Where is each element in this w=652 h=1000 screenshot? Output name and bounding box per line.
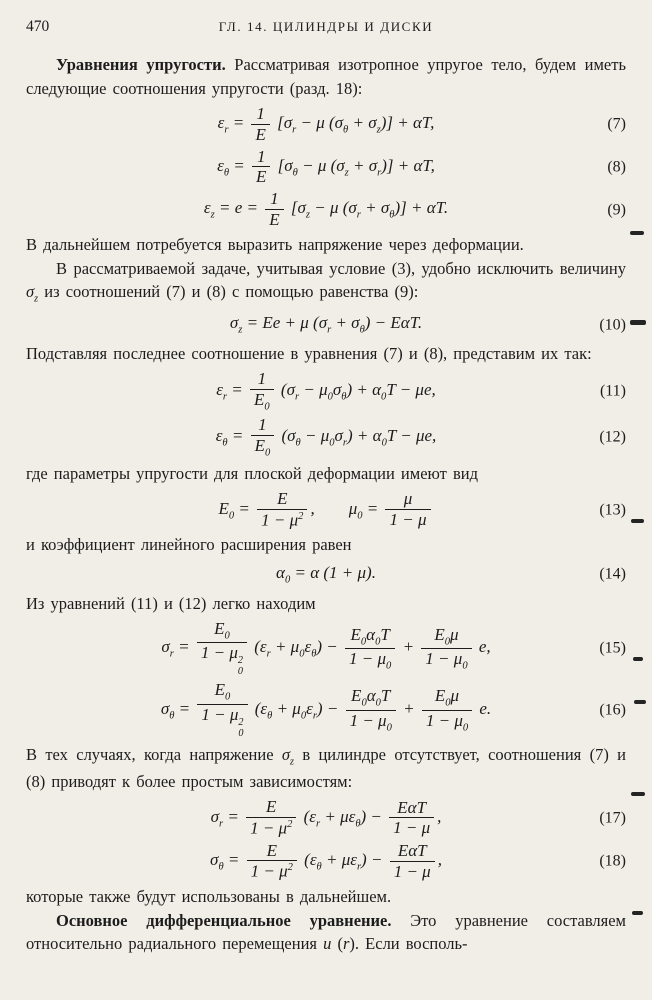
equation-body: $E_0$ = $\frac{E}{1 - \mu^2}$ , $\mu_0$ = $\frac{\mu}{1 - \mu}$	[219, 499, 434, 518]
fraction: $\frac{E_0\mu}{1 - \mu_0}$	[422, 687, 472, 733]
paragraph: Уравнения упругости. Рассматривая изотропное упругое тело, будем иметь следующие соотношения упругости (разд. 18):	[26, 55, 626, 99]
equation-number: (9)	[607, 201, 626, 219]
equation-number: (7)	[607, 115, 626, 133]
equation	[26, 681, 626, 739]
equation	[26, 620, 626, 678]
equation-body: $\sigma_r$ = $E_0$ 1 − μ 2 0 $(\varepsilon_r + \mu_0\varepsilon_\theta)$ − $\frac{E_0\alpha_0T}{1 - \mu_0}$ + $\frac{E_0\mu}{1 - \mu_0}$ e,	[161, 618, 491, 677]
scan-artifact	[631, 519, 644, 523]
fraction: $\frac{E}{1 - \mu^2}$	[246, 798, 296, 837]
fraction: $\frac{E}{1 - \mu^2}$	[247, 842, 297, 881]
equation	[26, 842, 626, 881]
equation-body: $\varepsilon_r$ = $\frac{1}{E_0}$ $(\sigma_r - \mu_0\sigma_\theta) + \alpha_0T - \mu e$,	[216, 368, 436, 412]
equation-number: (13)	[599, 501, 626, 519]
fraction: $\frac{1}{E_0}$	[250, 370, 274, 412]
equation-number: (17)	[599, 809, 626, 827]
equation	[26, 311, 626, 338]
paragraph: Подставляя последнее соотношение в уравнения (7) и (8), представим их так:	[26, 343, 592, 363]
fraction: $E_0$ 1 − μ 2 0	[197, 681, 247, 739]
scan-artifact	[631, 792, 645, 796]
equation-body: $\sigma_\theta$ = $E_0$ 1 − μ 2 0 $(\varepsilon_\theta + \mu_0\varepsilon_r)$ − $\frac{E_0\alpha_0T}{1 - \mu_0}$ + $\frac{E_0\mu}{1 - \mu_0}$ e.	[160, 680, 492, 739]
page-header	[26, 16, 626, 38]
paragraph: где параметры упругости для плоской деформации имеют вид	[26, 464, 478, 484]
fraction: $\frac{\mu}{1 - \mu}$	[385, 490, 430, 529]
equation	[26, 190, 626, 229]
equation-body: $\varepsilon_z = e$ = $\frac{1}{E}$ [$\sigma_z - \mu$ $(\sigma_r + \sigma_\theta)] + \alpha T$.	[203, 189, 449, 230]
scan-artifact	[634, 700, 646, 704]
fraction: $E_0$ 1 − μ 2 0	[197, 620, 247, 678]
fraction: $\frac{1}{E}$	[252, 148, 270, 187]
scan-artifact	[632, 911, 643, 915]
fraction: $\frac{E_0\alpha_0T}{1 - \mu_0}$	[345, 626, 395, 672]
equation-number: (14)	[599, 565, 626, 583]
fraction: $\frac{\text{EαT}}{1 - \mu}$	[389, 799, 434, 838]
equation-body: $\varepsilon_r$ = $\frac{1}{E}$ [$\sigma_r - \mu$ $(\sigma_\theta + \sigma_z)] + \alpha T$,	[217, 103, 435, 144]
page-content	[26, 53, 626, 956]
equation	[26, 490, 626, 529]
fraction: $\frac{E_0\mu}{1 - \mu_0}$	[421, 626, 471, 672]
paragraph: В тех случаях, когда напряжение $\sigma_z$ в цилиндре отсутствует, соотношения (7) и (8) приводят к более простым зависимостям:	[26, 745, 627, 792]
fraction: $\frac{1}{E}$	[251, 105, 269, 144]
equation	[26, 148, 626, 187]
paragraph: которые также будут использованы в дальнейшем.	[26, 886, 392, 906]
equation-number: (10)	[599, 316, 626, 334]
equation-number: (8)	[607, 158, 626, 176]
equation-body: $\sigma_z = Ee + \mu$ $(\sigma_r + \sigma_\theta) - E\alpha T$.	[229, 313, 423, 336]
equation	[26, 416, 626, 458]
equation-body: $\sigma_\theta$ = $\frac{E}{1 - \mu^2}$ $(\varepsilon_\theta + \mu\varepsilon_r)$ − $\frac{\text{EαT}}{1 - \mu}$ ,	[210, 840, 442, 882]
equation-body: $\varepsilon_\theta$ = $\frac{1}{E}$ [$\sigma_\theta - \mu$ $(\sigma_z + \sigma_r)] + \alpha T$,	[217, 146, 435, 187]
paragraph: В рассматриваемой задаче, учитывая условие (3), удобно исключить величину $\sigma_z$ из соотношений (7) и (8) с помощью равенства (9):	[26, 258, 626, 305]
scan-artifact	[633, 657, 643, 661]
paragraph: В дальнейшем потребуется выразить напряжение через деформации.	[26, 234, 524, 254]
equation	[26, 370, 626, 412]
equation-body: $\varepsilon_\theta$ = $\frac{1}{E_0}$ $(\sigma_\theta - \mu_0\sigma_r) + \alpha_0T - \mu e$,	[215, 415, 437, 459]
fraction: $\frac{E}{1 - \mu^2}$	[257, 490, 307, 529]
equation	[26, 105, 626, 144]
equation-body: $\sigma_r$ = $\frac{E}{1 - \mu^2}$ $(\varepsilon_r + \mu\varepsilon_\theta)$ − $\frac{\text{EαT}}{1 - \mu}$ ,	[210, 797, 442, 838]
paragraph: и коэффициент линейного расширения равен	[26, 535, 352, 555]
equation-number: (16)	[599, 701, 626, 719]
equation-number: (12)	[599, 428, 626, 446]
running-title: ГЛ. 14. ЦИЛИНДРЫ И ДИСКИ	[218, 19, 434, 34]
paragraph: Основное дифференциальное уравнение. Это уравнение составляем относительно радиального перемещения u (r). Если восполь-	[26, 910, 626, 954]
equation-body: $\alpha_0 = \alpha$ (1 + μ).	[276, 563, 376, 586]
equation-number: (18)	[599, 852, 626, 870]
equation	[26, 798, 626, 837]
page-number: 470	[26, 18, 50, 35]
scan-artifact	[630, 231, 644, 235]
fraction: $\frac{\text{EαT}}{1 - \mu}$	[390, 842, 435, 881]
fraction: $\frac{1}{E}$	[265, 190, 283, 229]
scan-artifact	[630, 320, 646, 325]
fraction: $\frac{1}{E_0}$	[251, 416, 275, 458]
equation-number: (15)	[599, 639, 626, 657]
equation-number: (11)	[599, 382, 626, 400]
equation	[26, 561, 626, 588]
paragraph: Из уравнений (11) и (12) легко находим	[26, 593, 316, 613]
fraction: $\frac{E_0\alpha_0T}{1 - \mu_0}$	[346, 687, 396, 733]
